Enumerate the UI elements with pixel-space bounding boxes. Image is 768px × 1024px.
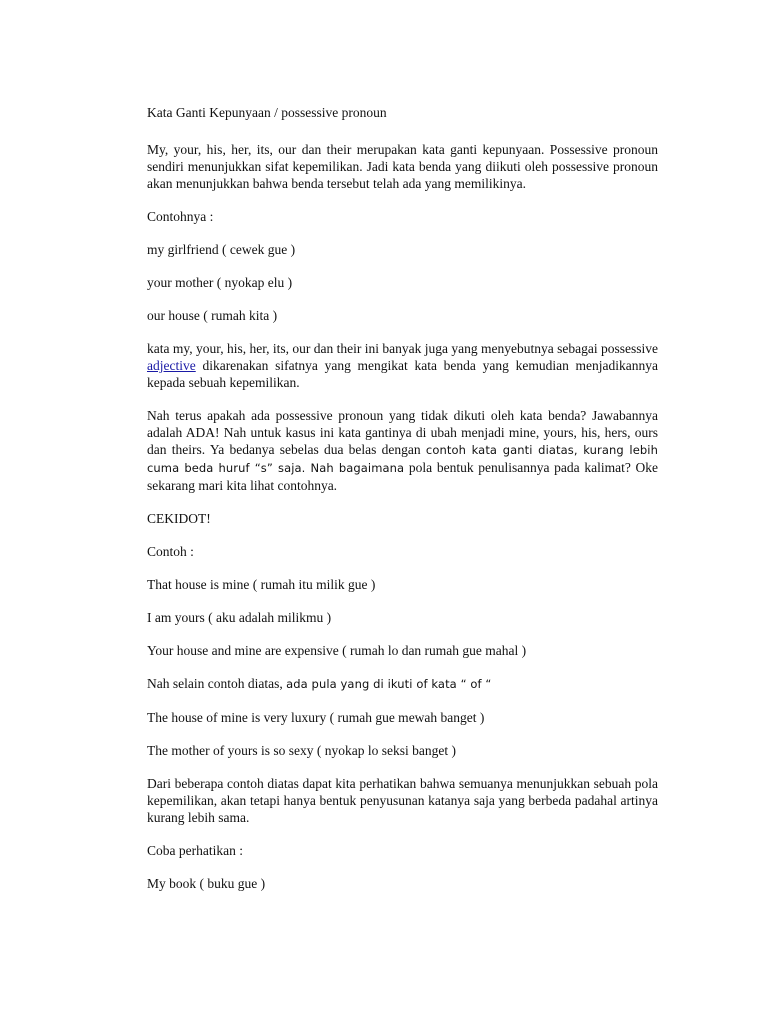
example-line: The house of mine is very luxury ( rumah gue mewah banget ) [147,710,485,725]
contohnya-label: Contohnya : [147,209,214,224]
pronoun-paragraph-part3: pola bentuk penulisannya pada kalimat? Oke sekarang mari kita lihat contohnya. [147,460,658,493]
adjective-paragraph-start: kata my, your, his, her, its, our dan their ini banyak juga yang menyebutnya sebagai possessive [147,341,658,356]
example-line: my girlfriend ( cewek gue ) [147,242,296,257]
pronoun-paragraph-part1: Nah terus apakah ada possessive pronoun yang tidak dikuti oleh kata benda? Jawabannya adalah ADA! Nah untuk kasus ini kata gantinya di ubah menjadi mine, yours, his, hers, ours dan theirs. Ya bedanya sebelas dua belas dengan [147,408,658,457]
summary-paragraph: Dari beberapa contoh diatas dapat kita perhatikan bahwa semuanya menunjukkan sebuah pola kepemilikan, akan tetapi hanya bentuk penyusunan katanya saja yang berbeda padahal artinya kurang lebih sama. [147,776,658,825]
example-line: your mother ( nyokap elu ) [147,275,293,290]
example-line: I am yours ( aku adalah milikmu ) [147,610,332,625]
pronoun-paragraph-part2: contoh kata ganti diatas, kurang lebih cuma beda huruf “s” saja. Nah bagaimana [147,443,658,475]
document-body [147,104,658,908]
cekidot-line: CEKIDOT! [147,511,211,526]
adjective-paragraph-end: dikarenakan sifatnya yang mengikat kata benda yang kemudian menjadikannya kepada sebuah kepemilikan. [147,358,658,390]
example-line: Your house and mine are expensive ( rumah lo dan rumah gue mahal ) [147,643,527,658]
of-line-part2: ada pula yang di ikuti of kata “ of “ [286,677,492,691]
example-line: our house ( rumah kita ) [147,308,278,323]
page-title: Kata Ganti Kepunyaan / possessive pronoun [147,105,387,120]
coba-label: Coba perhatikan : [147,843,243,858]
example-line: The mother of yours is so sexy ( nyokap lo seksi banget ) [147,743,456,758]
contoh-label: Contoh : [147,544,194,559]
pronoun-paragraph [147,407,658,494]
example-line: My book ( buku gue ) [147,876,266,891]
adjective-paragraph [147,340,658,391]
adjective-link[interactable]: adjective [147,358,196,373]
of-line [147,675,658,693]
intro-paragraph: My, your, his, her, its, our dan their merupakan kata ganti kepunyaan. Possessive pronoun sendiri menunjukkan sifat kepemilikan. Jadi kata benda yang diikuti oleh possessive pronoun akan menunjukkan bahwa benda tersebut telah ada yang memilikinya. [147,142,658,191]
of-line-part1: Nah selain contoh diatas, [147,676,287,691]
example-line: That house is mine ( rumah itu milik gue ) [147,577,376,592]
